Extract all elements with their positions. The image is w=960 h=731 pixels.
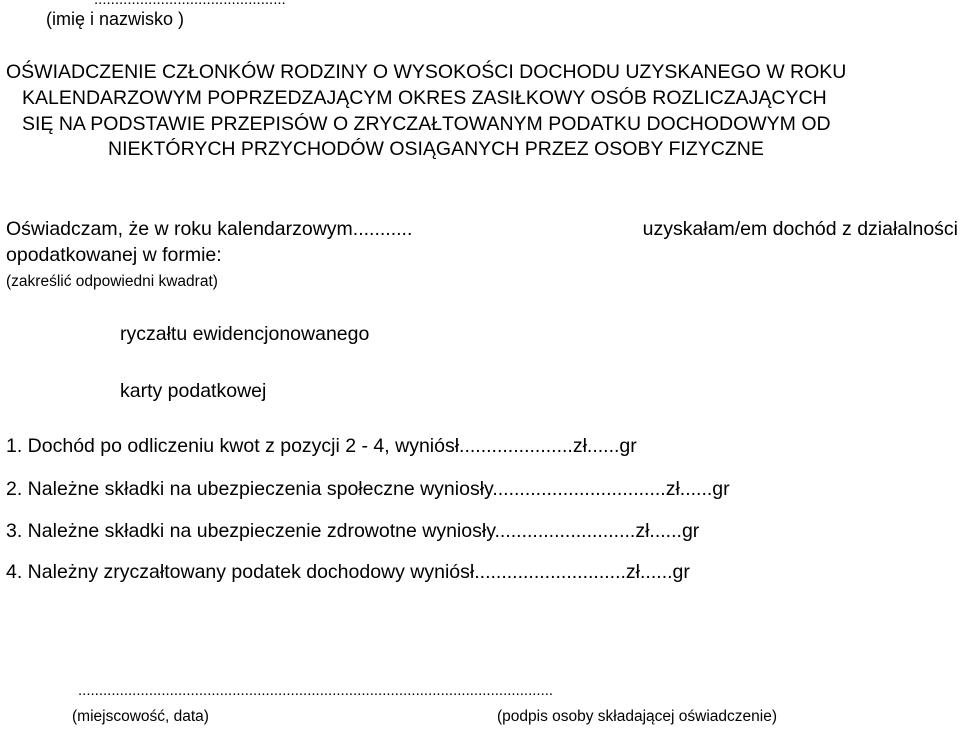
item-health-contributions: 3. Należne składki na ubezpieczenie zdrowotne wyniosły..........................zł......gr [6, 520, 700, 542]
place-date-label: (miejscowość, data) [72, 708, 209, 725]
signature-label: (podpis osoby składającej oświadczenie) [497, 708, 778, 725]
title-line-4: NIEKTÓRYCH PRZYCHODÓW OSIĄGANYCH PRZEZ OSOBY FIZYCZNE [108, 138, 764, 160]
declaration-hint: (zakreślić odpowiedni kwadrat) [6, 273, 218, 290]
name-dotted-line [94, 0, 286, 8]
title-line-3: SIĘ NA PODSTAWIE PRZEPISÓW O ZRYCZAŁTOWANYM PODATKU DOCHODOWYM OD [22, 113, 831, 135]
declaration-line-2: opodatkowanej w formie: [6, 244, 222, 266]
name-label: (imię i nazwisko ) [46, 9, 185, 29]
item-lump-sum-tax: 4. Należny zryczałtowany podatek dochodowy wyniósł............................zł......gr [6, 561, 690, 583]
item-income: 1. Dochód po odliczeniu kwot z pozycji 2 - 4, wyniósł.....................zł......gr [6, 435, 637, 457]
title-line-2: KALENDARZOWYM POPRZEDZAJĄCYM OKRES ZASIŁKOWY OSÓB ROZLICZAJĄCYCH [22, 87, 827, 109]
declaration-year-text: Oświadczam, że w roku kalendarzowym........... [6, 218, 413, 240]
signature-dotted-line: .................................................................................................................. [78, 682, 554, 699]
title-line-1: OŚWIADCZENIE CZŁONKÓW RODZINY O WYSOKOŚCI DOCHODU UZYSKANEGO W ROKU [6, 61, 847, 83]
declaration-line-1 [6, 218, 958, 241]
option-lump-sum: ryczałtu ewidencjonowanego [120, 323, 370, 345]
item-social-contributions: 2. Należne składki na ubezpieczenia społeczne wyniosły................................zł......gr [6, 478, 730, 500]
declaration-income-text: uzyskałam/em dochód z działalności [642, 218, 958, 240]
option-tax-card: karty podatkowej [120, 380, 267, 402]
